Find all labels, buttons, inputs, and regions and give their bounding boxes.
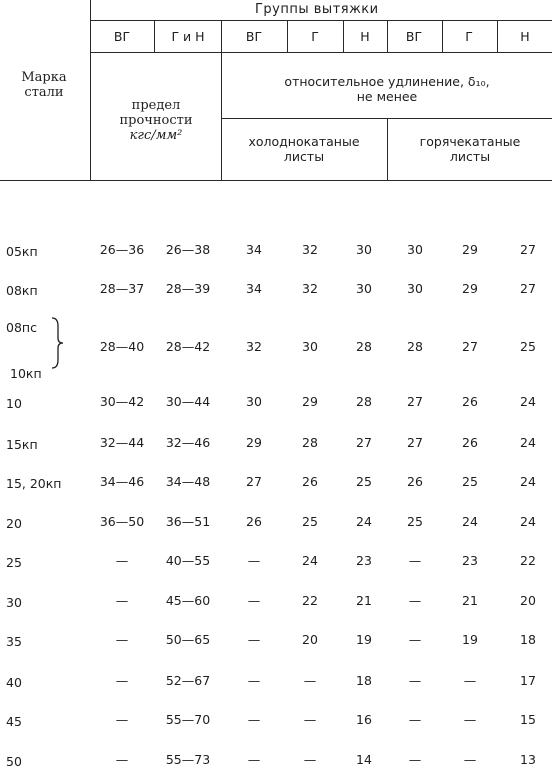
steel-grade-header (4, 70, 84, 100)
value-cell-h-vg: 28 (407, 339, 423, 354)
elongation-line1: относительное удлинение, δ₁₀, (284, 74, 490, 89)
value-cell-s-gn: 55—70 (165, 712, 211, 727)
value-cell-h-g: 29 (462, 281, 478, 296)
value-cell-c-vg: — (247, 553, 261, 568)
value-cell-s-gn: 55—73 (165, 752, 211, 767)
value-cell-c-vg: 30 (246, 394, 262, 409)
value-cell-h-vg: — (408, 553, 422, 568)
value-cell-s-gn: 30—44 (165, 394, 211, 409)
cold-line2: листы (283, 149, 325, 164)
sub-divider-4 (343, 20, 344, 52)
value-cell-h-g: 21 (462, 593, 478, 608)
group-title-underline (90, 20, 552, 21)
value-cell-h-g: 26 (462, 435, 478, 450)
header-left-border (90, 0, 91, 180)
value-cell-c-n: 28 (356, 394, 372, 409)
subheader-hot-g: Г (465, 29, 473, 44)
steel-grade-cell: 50 (6, 754, 22, 769)
value-cell-h-vg: — (408, 752, 422, 767)
value-cell-c-vg: — (247, 632, 261, 647)
value-cell-s-vg: 32—44 (99, 435, 145, 450)
value-cell-c-g: 30 (302, 339, 318, 354)
value-cell-h-n: 27 (520, 281, 536, 296)
value-cell-h-n: 24 (520, 514, 536, 529)
value-cell-h-n: 24 (520, 435, 536, 450)
sub-divider-6 (442, 20, 443, 52)
value-cell-s-vg: 28—40 (99, 339, 145, 354)
value-cell-s-vg: 30—42 (99, 394, 145, 409)
value-cell-h-g: 25 (462, 474, 478, 489)
strength-unit: кгс/мм² (129, 128, 183, 143)
value-cell-h-vg: 25 (407, 514, 423, 529)
value-cell-c-vg: — (247, 752, 261, 767)
value-cell-h-n: 18 (520, 632, 536, 647)
steel-grade-line2: стали (24, 85, 64, 100)
subheader-cold-g: Г (311, 29, 319, 44)
hot-rolled-header (389, 134, 551, 164)
value-cell-h-n: 22 (520, 553, 536, 568)
value-cell-s-gn: 32—46 (165, 435, 211, 450)
value-cell-h-n: 27 (520, 242, 536, 257)
value-cell-s-gn: 36—51 (165, 514, 211, 529)
value-cell-s-gn: 26—38 (165, 242, 211, 257)
cold-hot-divider (387, 20, 388, 52)
grouping-brace-icon (50, 316, 64, 370)
value-cell-s-gn: 28—42 (165, 339, 211, 354)
value-cell-h-g: — (463, 752, 477, 767)
value-cell-s-gn: 50—65 (165, 632, 211, 647)
subheader-hot-vg: ВГ (405, 29, 423, 44)
value-cell-h-n: 15 (520, 712, 536, 727)
steel-grade-cell: 20 (6, 516, 22, 531)
value-cell-s-vg: 34—46 (99, 474, 145, 489)
value-cell-h-vg: — (408, 593, 422, 608)
cold-rolled-header (222, 134, 386, 164)
subheader-cold-n: Н (360, 29, 370, 44)
value-cell-c-vg: 29 (246, 435, 262, 450)
value-cell-s-vg: — (115, 553, 129, 568)
value-cell-h-n: 24 (520, 394, 536, 409)
steel-grade-cell: 35 (6, 634, 22, 649)
value-cell-h-vg: 30 (407, 242, 423, 257)
steel-grade-line1: Марка (21, 70, 67, 85)
steel-grade-cell: 45 (6, 714, 22, 729)
steel-grade-cell: 40 (6, 675, 22, 690)
hot-line1: горячекатаные (419, 134, 521, 149)
value-cell-s-gn: 28—39 (165, 281, 211, 296)
value-cell-h-vg: 30 (407, 281, 423, 296)
value-cell-c-g: 20 (302, 632, 318, 647)
value-cell-s-gn: 52—67 (165, 673, 211, 688)
value-cell-h-g: 26 (462, 394, 478, 409)
value-cell-s-vg: — (115, 752, 129, 767)
value-cell-c-g: — (303, 673, 317, 688)
value-cell-h-vg: — (408, 673, 422, 688)
value-cell-c-g: 22 (302, 593, 318, 608)
sub-divider-7 (497, 20, 498, 52)
elongation-line2: не менее (356, 89, 418, 104)
steel-grade-cell: 15, 20кп (6, 476, 62, 491)
value-cell-s-gn: 45—60 (165, 593, 211, 608)
steel-grade-cell: 15кп (6, 437, 38, 452)
value-cell-c-g: 25 (302, 514, 318, 529)
value-cell-s-vg: — (115, 673, 129, 688)
elongation-underline (221, 118, 552, 119)
value-cell-h-n: 25 (520, 339, 536, 354)
value-cell-s-vg: — (115, 632, 129, 647)
subheader-hot-n: Н (520, 29, 530, 44)
value-cell-c-vg: 34 (246, 281, 262, 296)
value-cell-c-n: 30 (356, 242, 372, 257)
value-cell-c-n: 23 (356, 553, 372, 568)
value-cell-c-vg: 26 (246, 514, 262, 529)
value-cell-h-g: 23 (462, 553, 478, 568)
steel-grade-cell-second: 10кп (10, 366, 42, 381)
steel-grade-cell: 08кп (6, 283, 38, 298)
value-cell-c-n: 16 (356, 712, 372, 727)
value-cell-c-g: 24 (302, 553, 318, 568)
value-cell-c-g: — (303, 712, 317, 727)
steel-grade-cell: 30 (6, 595, 22, 610)
cold-line1: холоднокатаные (248, 134, 360, 149)
value-cell-c-n: 21 (356, 593, 372, 608)
value-cell-c-n: 24 (356, 514, 372, 529)
value-cell-c-g: 32 (302, 242, 318, 257)
value-cell-c-n: 14 (356, 752, 372, 767)
value-cell-h-vg: 27 (407, 394, 423, 409)
value-cell-c-vg: — (247, 593, 261, 608)
strength-line1: предел (131, 98, 181, 113)
elongation-header (224, 74, 550, 104)
value-cell-h-vg: — (408, 632, 422, 647)
value-cell-s-vg: 36—50 (99, 514, 145, 529)
value-cell-h-n: 20 (520, 593, 536, 608)
sub-divider-3 (287, 20, 288, 52)
value-cell-c-g: 28 (302, 435, 318, 450)
value-cell-s-gn: 34—48 (165, 474, 211, 489)
value-cell-c-vg: 32 (246, 339, 262, 354)
draw-groups-title: Группы вытяжки (255, 2, 379, 17)
value-cell-s-vg: 26—36 (99, 242, 145, 257)
value-cell-h-vg: — (408, 712, 422, 727)
value-cell-s-vg: 28—37 (99, 281, 145, 296)
value-cell-c-g: — (303, 752, 317, 767)
value-cell-h-g: 24 (462, 514, 478, 529)
steel-grade-cell: 05кп (6, 244, 38, 259)
strength-header (92, 98, 220, 143)
value-cell-c-n: 27 (356, 435, 372, 450)
subheader-cold-vg: ВГ (245, 29, 263, 44)
header-bottom-border (0, 180, 552, 181)
value-cell-h-g: 29 (462, 242, 478, 257)
value-cell-c-n: 18 (356, 673, 372, 688)
value-cell-h-vg: 27 (407, 435, 423, 450)
subheader-underline (90, 52, 552, 53)
value-cell-c-n: 19 (356, 632, 372, 647)
value-cell-s-vg: — (115, 712, 129, 727)
value-cell-c-vg: 27 (246, 474, 262, 489)
value-cell-c-vg: 34 (246, 242, 262, 257)
value-cell-h-g: — (463, 673, 477, 688)
value-cell-h-n: 13 (520, 752, 536, 767)
steel-grade-cell: 10 (6, 396, 22, 411)
hot-line2: листы (449, 149, 491, 164)
value-cell-c-vg: — (247, 673, 261, 688)
value-cell-s-gn: 40—55 (165, 553, 211, 568)
value-cell-h-g: — (463, 712, 477, 727)
value-cell-c-g: 26 (302, 474, 318, 489)
value-cell-c-n: 28 (356, 339, 372, 354)
value-cell-c-n: 25 (356, 474, 372, 489)
subheader-strength-vg: ВГ (113, 29, 131, 44)
cold-hot-divider-lower (387, 118, 388, 180)
value-cell-s-vg: — (115, 593, 129, 608)
value-cell-c-g: 32 (302, 281, 318, 296)
value-cell-c-n: 30 (356, 281, 372, 296)
value-cell-c-g: 29 (302, 394, 318, 409)
value-cell-h-g: 19 (462, 632, 478, 647)
value-cell-h-g: 27 (462, 339, 478, 354)
value-cell-h-vg: 26 (407, 474, 423, 489)
value-cell-h-n: 17 (520, 673, 536, 688)
sub-divider-1 (154, 20, 155, 52)
subheader-strength-gn: Г и Н (171, 29, 205, 44)
steel-grade-cell: 25 (6, 555, 22, 570)
value-cell-c-vg: — (247, 712, 261, 727)
strength-line2: прочности (119, 113, 193, 128)
steel-grade-cell: 08пс (6, 320, 37, 335)
value-cell-h-n: 24 (520, 474, 536, 489)
